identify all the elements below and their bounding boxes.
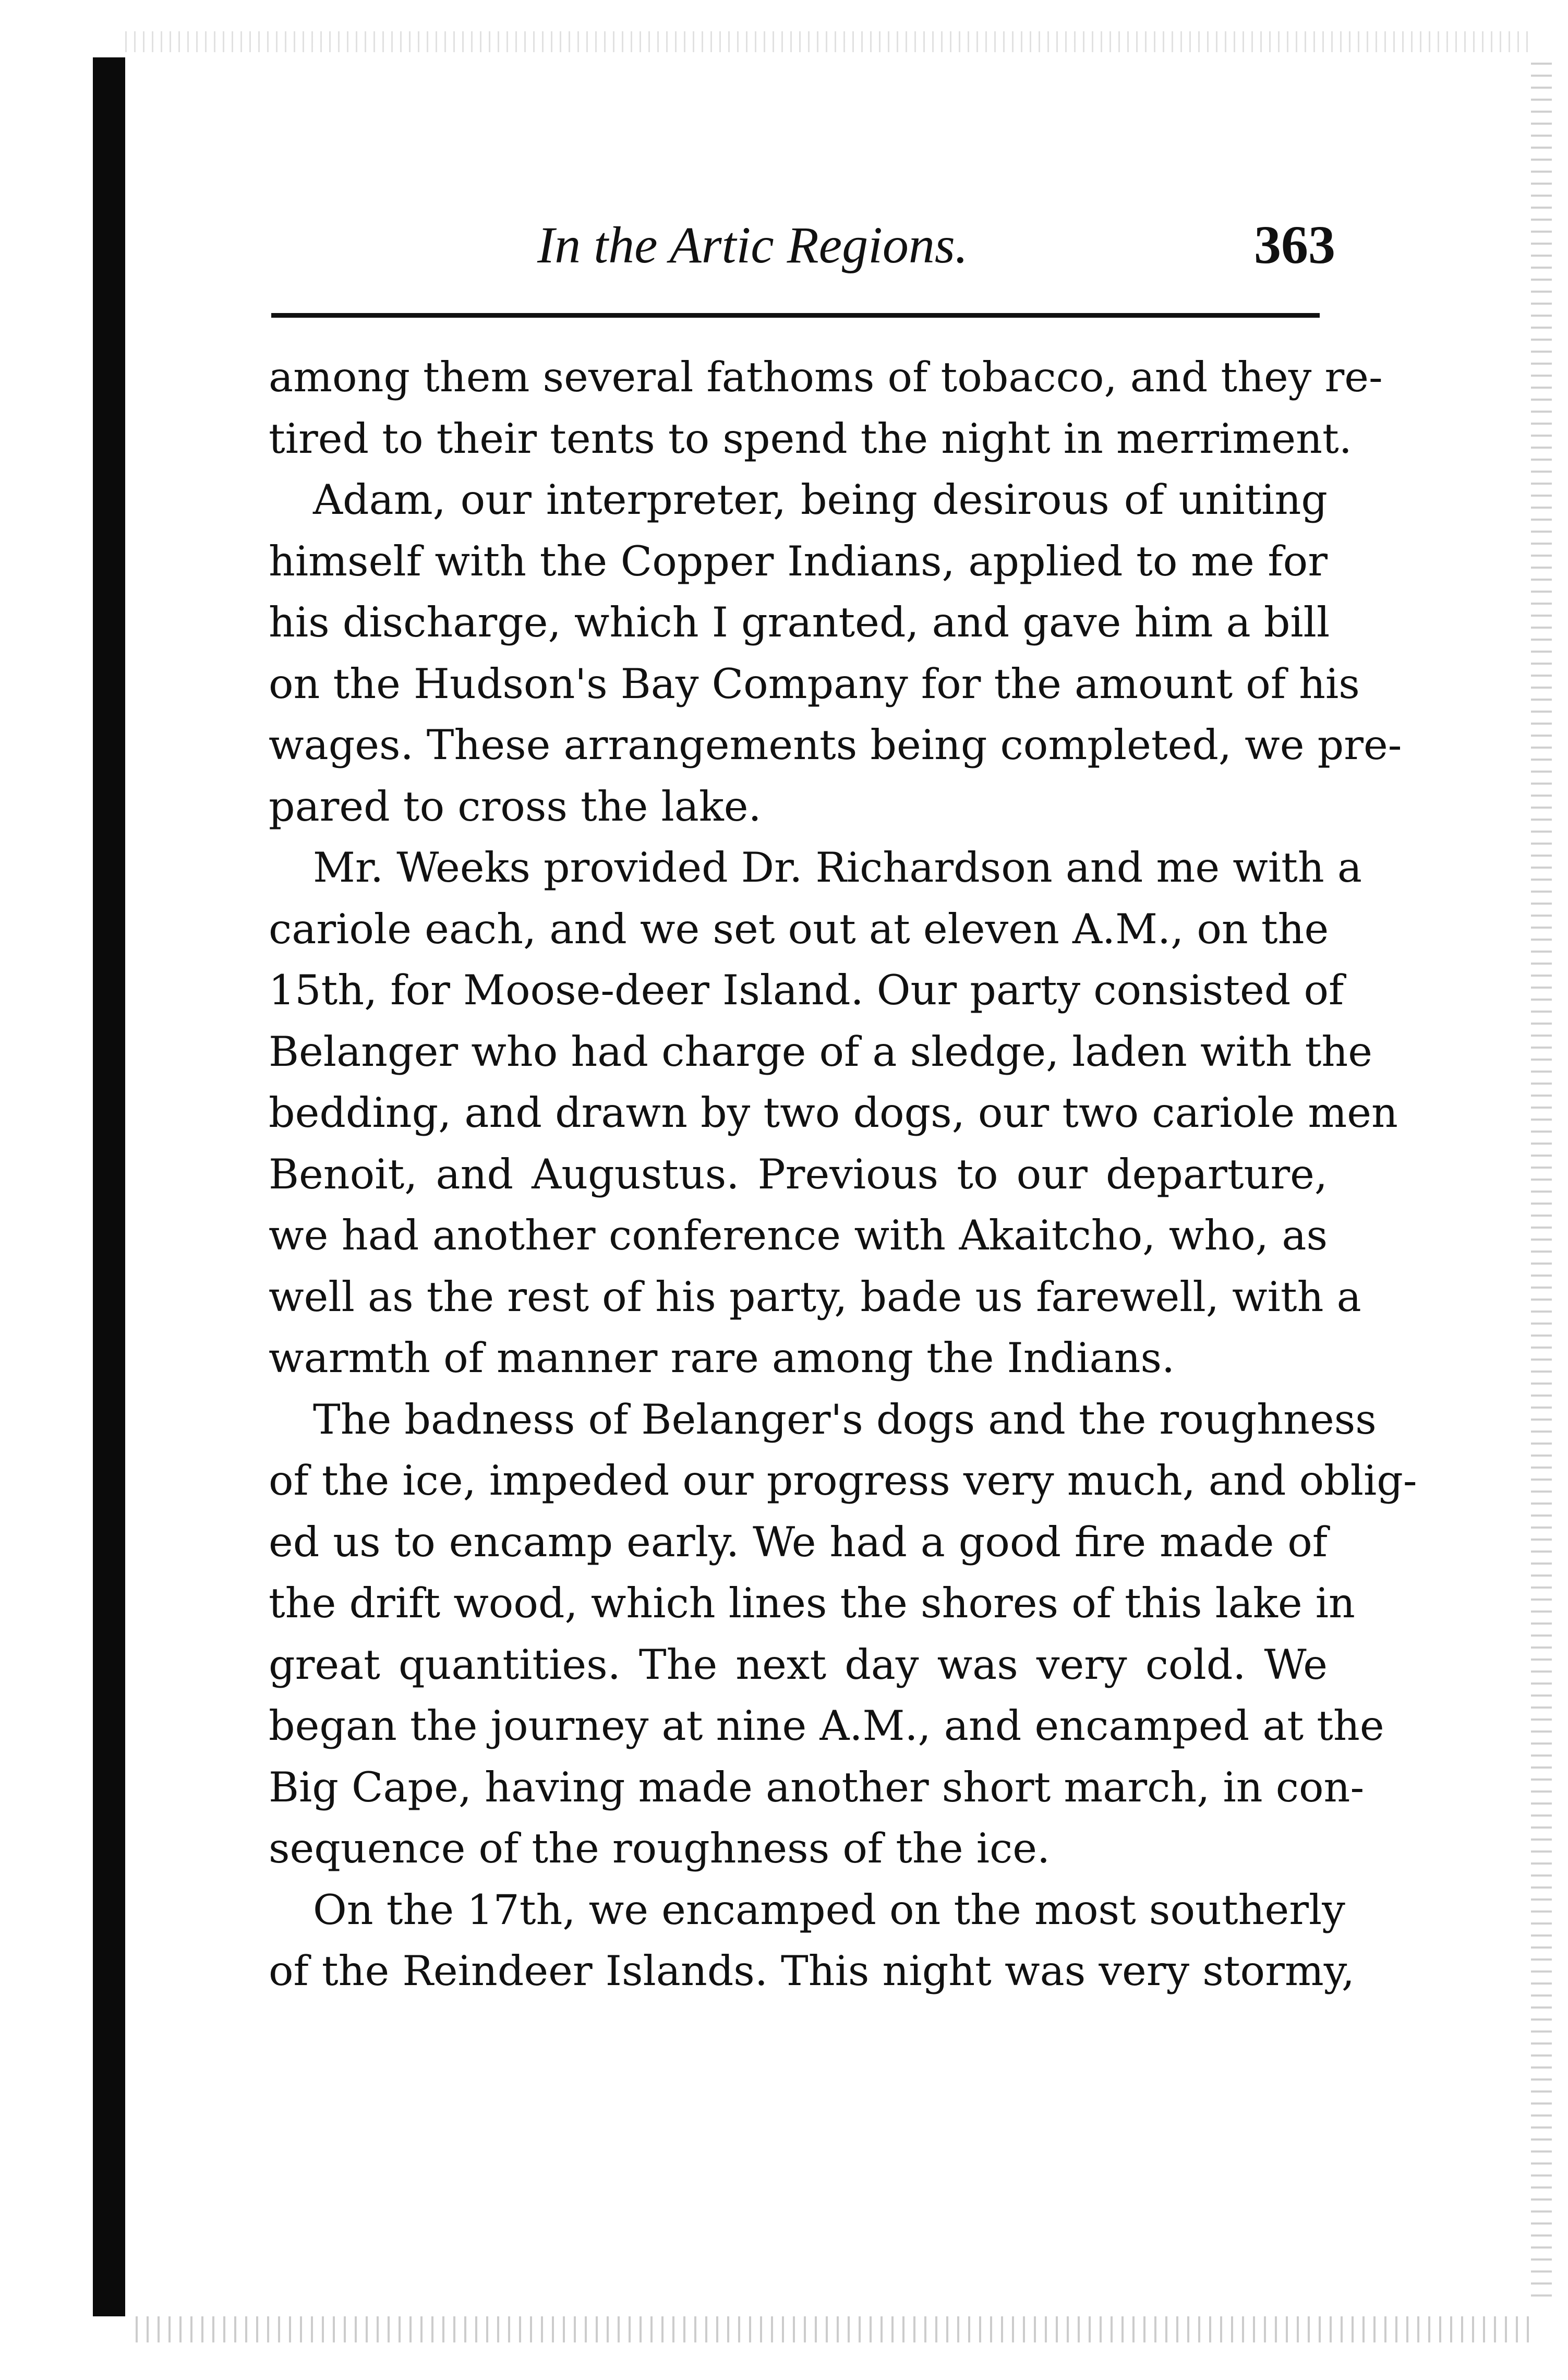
text-line: great quantities. The next day was very cold. We [269, 1640, 1328, 1689]
text-line: among them several fathoms of tobacco, and they re- [269, 353, 1383, 401]
scan-noise-top [125, 31, 1534, 52]
text-line: The badness of Belanger's dogs and the roughness [313, 1395, 1377, 1444]
page-header [522, 209, 1335, 282]
text-line: of the Reindeer Islands. This night was very stormy, [269, 1947, 1355, 1995]
text-line: ed us to encamp early. We had a good fire made of [269, 1518, 1328, 1566]
scan-noise-right [1531, 63, 1552, 2306]
text-line: cariole each, and we set out at eleven A.M., on the [269, 905, 1329, 953]
text-line: tired to their tents to spend the night in merriment. [269, 414, 1352, 463]
text-line: of the ice, impeded our progress very much, and oblig- [269, 1457, 1417, 1505]
text-line: himself with the Copper Indians, applied to me for [269, 537, 1328, 585]
text-line: On the 17th, we encamped on the most southerly [313, 1885, 1345, 1934]
text-line: Mr. Weeks provided Dr. Richardson and me with a [313, 844, 1362, 892]
text-line: the drift wood, which lines the shores of this lake in [269, 1579, 1355, 1627]
header-rule [271, 313, 1320, 318]
text-line: Benoit, and Augustus. Previous to our departure, [269, 1150, 1328, 1198]
binding-shadow [93, 57, 125, 2316]
text-line: Adam, our interpreter, being desirous of uniting [313, 476, 1328, 524]
text-line: began the journey at nine A.M., and encamped at the [269, 1702, 1384, 1750]
page-number: 363 [1254, 215, 1335, 275]
text-line: Big Cape, having made another short march, in con- [269, 1763, 1365, 1811]
body-text [269, 347, 1417, 2002]
text-line: sequence of the roughness of the ice. [269, 1824, 1051, 1872]
text-line: 15th, for Moose-deer Island. Our party consisted of [269, 966, 1344, 1014]
scan-noise-bottom [136, 2316, 1534, 2342]
text-line: on the Hudson's Bay Company for the amount of his [269, 659, 1360, 708]
text-line: warmth of manner rare among the Indians. [269, 1334, 1175, 1382]
text-line: bedding, and drawn by two dogs, our two cariole men [269, 1089, 1398, 1137]
running-title: In the Artic Regions. [537, 216, 968, 274]
text-line: we had another conference with Akaitcho, who, as [269, 1211, 1328, 1259]
text-line: well as the rest of his party, bade us farewell, with a [269, 1272, 1361, 1321]
text-line: Belanger who had charge of a sledge, laden with the [269, 1027, 1372, 1076]
text-line: pared to cross the lake. [269, 782, 762, 831]
text-line: his discharge, which I granted, and gave him a bill [269, 598, 1330, 646]
text-line: wages. These arrangements being completed, we pre- [269, 721, 1402, 769]
